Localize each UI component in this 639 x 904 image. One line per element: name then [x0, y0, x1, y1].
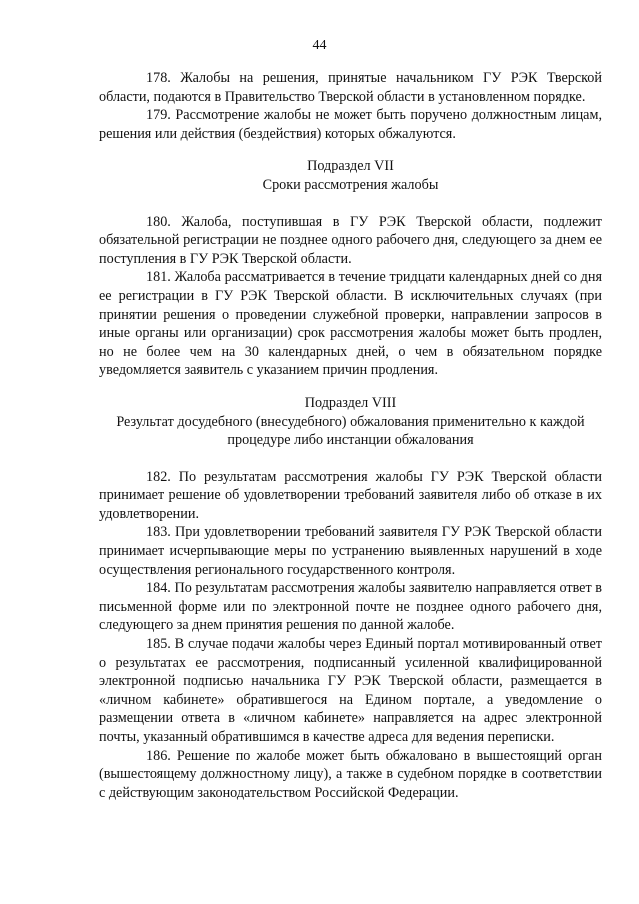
spacer — [99, 143, 602, 157]
spacer — [99, 195, 602, 213]
paragraph-180: 180. Жалоба, поступившая в ГУ РЭК Тверской области, подлежит обязательной регистрации не позднее одного рабочего дня, следующего за днем ее поступления в ГУ РЭК Тверской области. — [99, 213, 602, 267]
paragraph-181: 181. Жалоба рассматривается в течение тридцати календарных дней со дня ее регистрации в ГУ РЭК Тверской области. В исключительных случаях (при принятии решения о проведении служебной проверки, направлении запросов в иные органы или организации) срок рассмотрения жалобы может быть продлен, но не более чем на 30 календарных дней, о чем в обязательном порядке уведомляется заявитель с указанием причин продления. — [99, 269, 602, 379]
paragraph-178: 178. Жалобы на решения, принятые начальником ГУ РЭК Тверской области, подаются в Правительство Тверской области в установленном порядке. — [99, 70, 602, 105]
spacer — [99, 450, 602, 468]
spacer — [99, 380, 602, 394]
document-body — [99, 69, 602, 802]
paragraph-179: 179. Рассмотрение жалобы не может быть поручено должностным лицам, решения или действия (бездействия) которых обжалуются. — [99, 107, 602, 142]
paragraph-183: 183. При удовлетворении требований заявителя ГУ РЭК Тверской области принимает исчерпывающие меры по устранению выявленных нарушений в ходе осуществления регионального государственного контроля. — [99, 524, 602, 578]
paragraph-185: 185. В случае подачи жалобы через Единый портал мотивированный ответ о результатах ее рассмотрения, подписанный усиленной квалифицированной электронной подписью начальника ГУ РЭК Тверской области, размещается в «личном кабинете» обратившегося на Едином портале, а уведомление о размещении ответа в «личном кабинете» направляется на адрес электронной почты, указанный обратившимся в качестве адреса для ведения переписки. — [99, 636, 602, 745]
page-number: 44 — [312, 38, 327, 53]
subsection-8-title: Подраздел VIII — [304, 394, 397, 411]
paragraph-184: 184. По результатам рассмотрения жалобы заявителю направляется ответ в письменной форме или по электронной почте не позднее одного рабочего дня, следующего за днем принятия решения по данной жалобе. — [99, 580, 602, 634]
paragraph-182: 182. По результатам рассмотрения жалобы ГУ РЭК Тверской области принимает решение об удовлетворении требований заявителя либо об отказе в их удовлетворении. — [99, 468, 602, 522]
subsection-7-title: Подраздел VII — [307, 158, 394, 175]
subsection-8-subtitle: Результат досудебного (внесудебного) обжалования применительно к каждой процедуре либо инстанции обжалования — [116, 413, 585, 449]
paragraph-186: 186. Решение по жалобе может быть обжаловано в вышестоящий орган (вышестоящему должностному лицу), а также в судебном порядке в соответствии с действующим законодательством Российской Федерации. — [99, 747, 602, 801]
subsection-7-subtitle: Сроки рассмотрения жалобы — [262, 176, 439, 193]
